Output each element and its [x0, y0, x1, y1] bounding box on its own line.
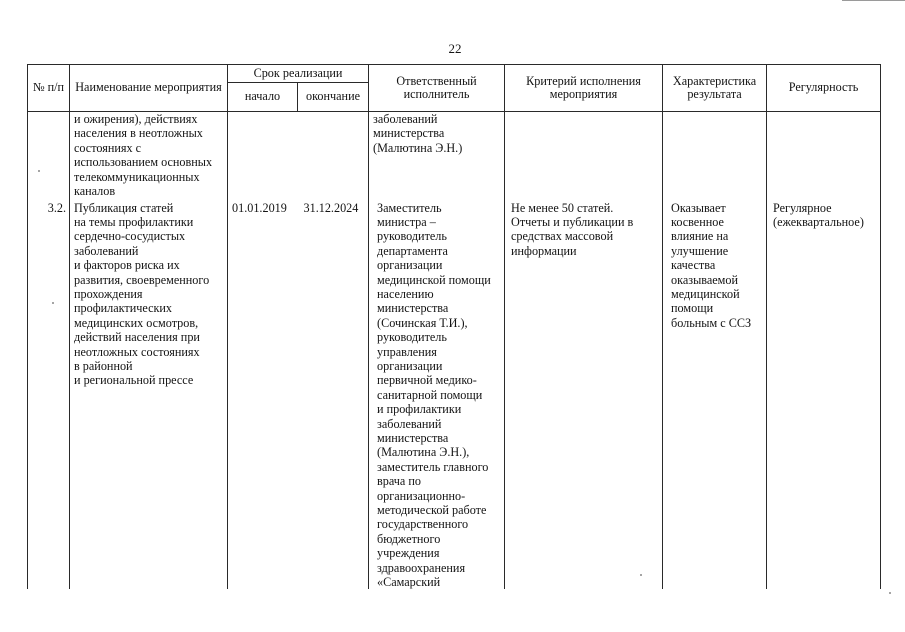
row-result-line: улучшение [671, 243, 729, 258]
row-responsible-line: заместитель главного [377, 459, 489, 474]
row-result-line: больным с ССЗ [671, 315, 752, 330]
row-name-line: неотложных состояниях [74, 344, 200, 359]
row-responsible-line: заболеваний [377, 416, 442, 431]
row-responsible-line: организации [377, 258, 443, 273]
continuation-responsible-cell [369, 112, 505, 201]
continuation-regularity-cell [767, 112, 881, 201]
row-responsible-line: министерства [377, 301, 449, 316]
header-num: № п/п [28, 65, 70, 112]
row-num: 3.2. [28, 201, 70, 590]
row-name-line: медицинских осмотров, [74, 315, 199, 330]
continuation-end-cell [298, 112, 369, 201]
continuation-num-cell [28, 112, 70, 201]
continuation-responsible-line: заболеваний [373, 112, 438, 126]
row-responsible-line: департамента [377, 243, 448, 258]
scan-speck [889, 592, 891, 594]
continuation-name-line: каналов [74, 184, 116, 199]
header-criterion: Критерий исполнения мероприятия [505, 65, 663, 112]
scan-speck [52, 302, 54, 304]
row-responsible-line: населению [377, 286, 434, 301]
header-start: начало [228, 83, 298, 112]
row-regularity-lines [773, 201, 876, 230]
row-result-cell [663, 201, 767, 590]
table-row-continuation [28, 112, 881, 201]
header-result: Характеристика результата [663, 65, 767, 112]
table-body [28, 112, 881, 590]
row-result-lines [671, 201, 762, 331]
continuation-name-line: и ожирения), действиях [74, 112, 198, 126]
row-responsible-line: (Малютина Э.Н.), [377, 445, 470, 460]
row-responsible-line: организации [377, 358, 443, 373]
row-result-line: качества [671, 258, 716, 273]
row-start-date: 01.01.2019 [232, 200, 287, 215]
row-name-line: на темы профилактики [74, 214, 194, 229]
continuation-name-line: состояниях с [74, 140, 142, 155]
table-row-3-2 [28, 201, 881, 590]
row-responsible-line: врача по [377, 474, 421, 489]
row-responsible-line: «Самарский [377, 575, 441, 590]
row-name-line: и факторов риска их [74, 258, 180, 273]
row-name-line: заболеваний [74, 243, 139, 258]
row-responsible-line: санитарной помощи [377, 387, 483, 402]
header-responsible: Ответственный исполнитель [369, 65, 505, 112]
row-result-line: помощи [671, 301, 714, 316]
row-responsible-line: Заместитель [377, 200, 442, 215]
row-regularity-cell [767, 201, 881, 590]
row-criterion-line: средствах массовой [511, 229, 614, 244]
row-responsible-line: руководитель [377, 229, 447, 244]
row-responsible-line: первичной медико- [377, 373, 477, 388]
row-responsible-line: учреждения [377, 546, 440, 561]
row-result-line: Оказывает [671, 200, 726, 215]
row-responsible-line: государственного [377, 517, 469, 532]
top-edge-rule [842, 0, 905, 1]
scan-speck [38, 170, 40, 172]
row-responsible-cell [369, 201, 505, 590]
row-name-line: прохождения [74, 286, 143, 301]
continuation-name-line: телекоммуникационных [74, 169, 200, 184]
header-regularity: Регулярность [767, 65, 881, 112]
header-name: Наименование мероприятия [70, 65, 228, 112]
page-number: 22 [448, 41, 462, 56]
row-criterion-cell [505, 201, 663, 590]
row-name-line: профилактических [74, 301, 173, 316]
continuation-responsible-line: министерства [373, 126, 445, 141]
continuation-name-line: использованием основных [74, 155, 213, 170]
row-name-cell [70, 201, 228, 590]
row-result-line: оказываемой [671, 272, 738, 287]
row-criterion-line: Отчеты и публикации в [511, 214, 634, 229]
continuation-criterion-cell [505, 112, 663, 201]
row-name-lines [74, 201, 223, 388]
row-responsible-line: министра – [377, 214, 436, 229]
row-name-line: в районной [74, 358, 133, 373]
row-regularity-line: Регулярное [773, 200, 832, 215]
row-responsible-line: (Сочинская Т.И.), [377, 315, 468, 330]
row-responsible-line: здравоохранения [377, 560, 466, 575]
row-responsible-line: и профилактики [377, 402, 462, 417]
continuation-name-cell [70, 112, 228, 201]
continuation-name-lines [74, 112, 223, 198]
row-name-line: сердечно-сосудистых [74, 229, 186, 244]
row-responsible-line: методической работе [377, 503, 487, 518]
row-responsible-line: организационно- [377, 488, 466, 503]
activities-table [27, 64, 881, 589]
continuation-responsible-lines [373, 112, 500, 155]
row-end-date: 31.12.2024 [303, 200, 359, 215]
row-result-line: косвенное [671, 214, 724, 229]
row-name-line: и региональной прессе [74, 373, 194, 388]
row-responsible-line: управления [377, 344, 437, 359]
row-criterion-lines [511, 201, 658, 259]
continuation-result-cell [663, 112, 767, 201]
header-end: окончание [298, 83, 369, 112]
scan-speck [640, 574, 642, 576]
row-responsible-line: руководитель [377, 330, 447, 345]
header-period: Срок реализации [228, 65, 369, 83]
row-responsible-line: министерства [377, 431, 449, 445]
continuation-start-cell [228, 112, 298, 201]
row-responsible-lines [377, 201, 500, 590]
row-result-line: влияние на [671, 229, 729, 244]
continuation-name-line: населения в неотложных [74, 126, 203, 141]
row-name-line: действий населения при [74, 330, 200, 345]
row-regularity-line: (ежеквартальное) [773, 214, 864, 229]
row-result-line: медицинской [671, 286, 740, 301]
row-responsible-line: медицинской помощи [377, 272, 491, 287]
row-criterion-line: информации [511, 243, 577, 258]
table-header [28, 65, 881, 112]
row-name-line: Публикация статей [74, 200, 174, 215]
row-responsible-line: бюджетного [377, 531, 441, 546]
row-name-line: развития, своевременного [74, 272, 210, 287]
row-criterion-line: Не менее 50 статей. [511, 200, 614, 215]
continuation-responsible-line: (Малютина Э.Н.) [373, 140, 463, 155]
